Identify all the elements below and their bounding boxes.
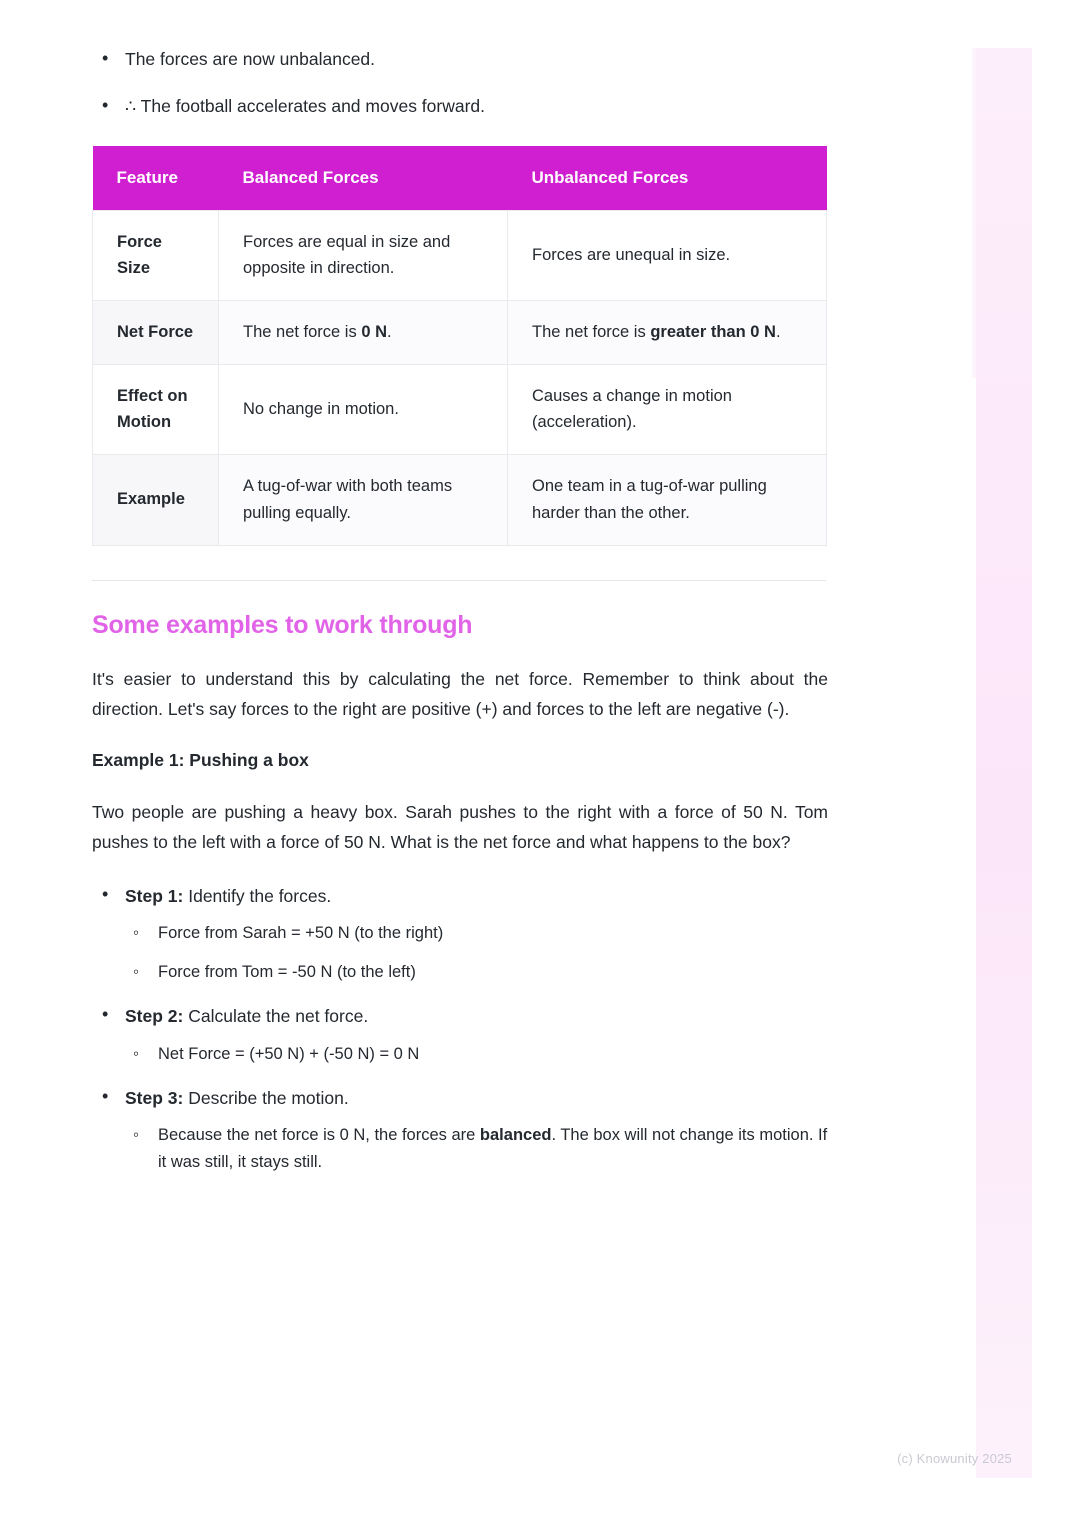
list-item xyxy=(125,1122,828,1175)
cell-balanced-net-force xyxy=(219,300,508,364)
cell-balanced-force-size: Forces are equal in size and opposite in direction. xyxy=(219,210,508,300)
decorative-side-band-highlight xyxy=(972,48,976,378)
step-text: Identify the forces. xyxy=(183,885,332,906)
balanced-vs-unbalanced-table xyxy=(92,146,827,546)
table-body xyxy=(93,210,827,545)
example-description: Two people are pushing a heavy box. Sarah pushes to the right with a force of 50 N. Tom pushes to the left with a force of 50 N. What is the net force and what happens to the box? xyxy=(92,801,828,852)
cell-unbalanced-effect: Causes a change in motion (acceleration). xyxy=(508,364,827,454)
list-item xyxy=(92,1003,828,1067)
substep-text-bold: balanced xyxy=(479,1126,552,1145)
list-item: ◦ Force from Sarah = +50 N (to the right) xyxy=(125,920,828,947)
watermark: (c) Knowunity 2025 xyxy=(897,1451,1012,1466)
cell-unbalanced-example: One team in a tug-of-war pulling harder than the other. xyxy=(508,455,827,545)
table-header xyxy=(93,146,827,211)
table-row xyxy=(93,455,827,545)
column-header-feature: Feature xyxy=(93,146,219,211)
list-item: • ∴ The football accelerates and moves forward. xyxy=(92,93,828,119)
row-header-force-size: Force Size xyxy=(93,210,219,300)
step-text: Calculate the net force. xyxy=(183,1006,369,1027)
list-item: ◦ Net Force = (+50 N) + (-50 N) = 0 N xyxy=(125,1041,828,1068)
document-content xyxy=(92,0,828,1194)
table-header-row xyxy=(93,146,827,211)
cell-unbalanced-net-force xyxy=(508,300,827,364)
intro-bullet-list xyxy=(92,46,828,120)
cell-text-bold: greater than 0 N xyxy=(650,322,776,341)
section-paragraph: It's easier to understand this by calculating the net force. Remember to think about the direction. Let's say forces to the right are positive (+) and forces to the left are negative (-). xyxy=(92,668,828,719)
column-header-balanced: Balanced Forces xyxy=(219,146,508,211)
decorative-side-band xyxy=(976,48,1032,1478)
table-row xyxy=(93,364,827,454)
substeps-list xyxy=(125,1041,828,1068)
page-title: Some examples to work through xyxy=(92,610,473,639)
substep-text-post: . The box will not change its motion. If it was still, it stays still. xyxy=(158,1126,828,1172)
example-title: Example 1: Pushing a box xyxy=(92,749,309,770)
row-header-effect-on-motion: Effect on Motion xyxy=(93,364,219,454)
table-row xyxy=(93,300,827,364)
step-label: Step 2: xyxy=(125,1006,184,1027)
cell-unbalanced-force-size: Forces are unequal in size. xyxy=(508,210,827,300)
substep-text-pre: Because the net force is 0 N, the forces are xyxy=(158,1126,480,1145)
step-label: Step 3: xyxy=(125,1088,184,1109)
cell-text-bold: 0 N xyxy=(361,322,387,341)
cell-balanced-effect: No change in motion. xyxy=(219,364,508,454)
cell-text-pre: The net force is xyxy=(243,322,362,341)
column-header-unbalanced: Unbalanced Forces xyxy=(508,146,827,211)
step-label: Step 1: xyxy=(125,885,184,906)
step-text: Describe the motion. xyxy=(183,1088,349,1109)
list-item: • The forces are now unbalanced. xyxy=(92,46,828,72)
table-row xyxy=(93,210,827,300)
substeps-list xyxy=(125,1122,828,1175)
row-header-net-force: Net Force xyxy=(93,300,219,364)
list-item: ◦ Force from Tom = -50 N (to the left) xyxy=(125,959,828,986)
cell-text-post: . xyxy=(387,322,392,341)
substeps-list xyxy=(125,920,828,985)
row-header-example: Example xyxy=(93,455,219,545)
cell-text-post: . xyxy=(775,322,781,341)
list-item xyxy=(92,883,828,986)
list-item xyxy=(92,1085,828,1176)
cell-balanced-example: A tug-of-war with both teams pulling equally. xyxy=(219,455,508,545)
steps-list xyxy=(92,883,828,1176)
cell-text-pre: The net force is xyxy=(532,322,651,341)
section-divider xyxy=(92,580,826,581)
